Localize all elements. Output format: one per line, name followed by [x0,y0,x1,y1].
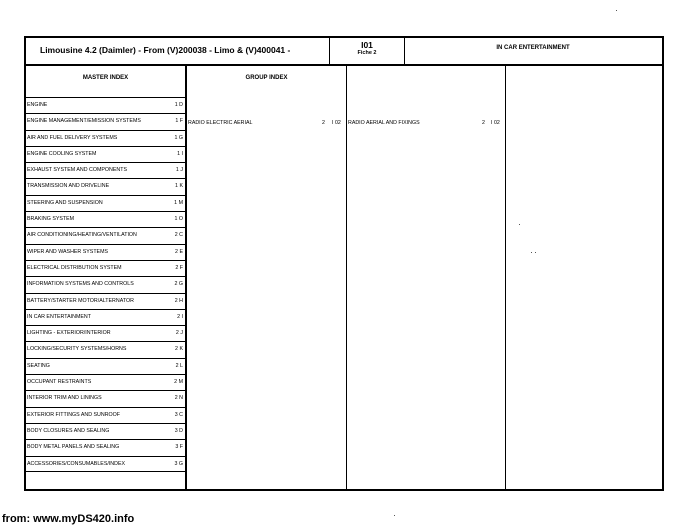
master-index-label: WIPER AND WASHER SYSTEMS [27,248,109,255]
master-index-label: AIR AND FUEL DELIVERY SYSTEMS [27,134,118,141]
master-index-code: 2 K [175,346,183,353]
master-index-code: 1 J [175,167,183,174]
master-index-code: 1 M [174,199,183,206]
scan-speck [535,252,536,253]
fiche-number: Fiche 2 [357,50,377,56]
master-index-item[interactable] [26,358,185,374]
master-index-label: ENGINE COOLING SYSTEM [27,150,97,157]
group-entry-page: 2 [322,120,325,126]
master-index-code: 1 I [177,150,183,157]
master-index-item[interactable] [26,325,185,341]
master-index-item[interactable] [26,130,185,146]
master-index-code: 1 O [174,216,183,223]
master-index-code: 2 F [175,264,183,271]
master-index-item[interactable] [26,178,185,194]
fiche-code-box [329,38,405,64]
master-index-label: BRAKING SYSTEM [27,216,75,223]
master-index-item[interactable] [26,97,185,113]
master-index-label: ACCESSORIES/CONSUMABLES/INDEX [27,460,126,467]
group-entry-page: 2 [482,120,485,126]
master-index-label: EXHAUST SYSTEM AND COMPONENTS [27,167,127,174]
master-index-item[interactable] [26,195,185,211]
master-index-item[interactable] [26,374,185,390]
master-index-label: ELECTRICAL DISTRIBUTION SYSTEM [27,264,122,271]
master-index-code: 1 D [174,102,183,108]
master-index-label: EXTERIOR FITTINGS AND SUNROOF [27,411,120,418]
master-index-item[interactable] [26,276,185,292]
group-entry-label: RADIO ELECTRIC AERIAL [188,120,253,126]
group-index-heading: GROUP INDEX [245,75,288,81]
master-index-label: AIR CONDITIONING/HEATING/VENTILATION [27,232,137,239]
column-divider [185,66,187,489]
master-index-code: 2 C [174,232,183,239]
master-index-label: OCCUPANT RESTRAINTS [27,379,92,386]
group-entry-code: I 02 [491,120,500,126]
master-index-label: BATTERY/STARTER MOTOR/ALTERNATOR [27,297,134,304]
master-index-code: 3 F [175,444,183,451]
master-index-list [26,97,185,472]
master-index-label: IN CAR ENTERTAINMENT [27,313,91,320]
master-index-code: 3 D [174,427,183,434]
master-index-item[interactable] [26,162,185,178]
master-index-label: BODY METAL PANELS AND SEALING [27,444,120,451]
master-index-item[interactable] [26,456,185,472]
fiche-header [26,38,662,66]
master-index-code: 3 G [174,460,183,467]
master-index-item[interactable] [26,439,185,455]
master-index-item[interactable] [26,211,185,227]
master-index-code: 1 F [175,118,183,125]
master-index-label: SEATING [27,362,50,369]
master-index-item[interactable] [26,309,185,325]
scan-speck [519,224,520,225]
master-index-item[interactable] [26,260,185,276]
group-entry-code: I 02 [332,120,341,126]
master-index-label: INTERIOR TRIM AND LININGS [27,395,102,402]
master-index-item[interactable] [26,113,185,129]
master-index-label: BODY CLOSURES AND SEALING [27,427,110,434]
master-index-label: TRANSMISSION AND DRIVELINE [27,183,110,190]
master-index-item[interactable] [26,341,185,357]
master-index-code: 2 I [177,313,183,320]
master-index-label: ENGINE MANAGEMENT/EMISSION SYSTEMS [27,118,141,125]
fiche-code: I01 [361,40,373,50]
master-index-code: 2 N [174,395,183,402]
master-index-code: 2 E [175,248,183,255]
master-index-code: 1 K [175,183,183,190]
master-index-item[interactable] [26,293,185,309]
master-index-code: 3 C [174,411,183,418]
master-index-code: 2 J [175,330,183,337]
master-index-item[interactable] [26,146,185,162]
vehicle-title: Limousine 4.2 (Daimler) - From (V)200038 - Limo & (V)400041 - [40,45,291,55]
group-entry-label: RADIO AERIAL AND FIXINGS [348,120,420,126]
master-index-code: 2 H [174,297,183,304]
master-index-item[interactable] [26,407,185,423]
source-watermark: from: www.myDS420.info [2,513,135,525]
scan-speck [616,10,617,11]
master-index-code: 2 M [174,379,183,386]
section-title: IN CAR ENTERTAINMENT [496,45,570,51]
master-index-item[interactable] [26,244,185,260]
master-index-code: 2 G [174,281,183,288]
master-index-label: LOCKING/SECURITY SYSTEMS/HORNS [27,346,127,353]
master-index-code: 2 L [175,362,183,369]
fiche-frame [24,36,664,491]
master-index-label: ENGINE [27,102,48,108]
master-index-code: 1 G [174,134,183,141]
column-divider [346,66,347,489]
scan-speck [394,515,395,516]
master-index-item[interactable] [26,227,185,243]
master-index-label: LIGHTING - EXTERIOR/INTERIOR [27,330,111,337]
scan-speck [531,252,532,253]
master-index-item[interactable] [26,390,185,406]
column-divider [505,66,506,489]
master-index-heading: MASTER INDEX [82,75,129,81]
master-index-label: STEERING AND SUSPENSION [27,199,103,206]
master-index-item[interactable] [26,423,185,439]
master-index-label: INFORMATION SYSTEMS AND CONTROLS [27,281,134,288]
